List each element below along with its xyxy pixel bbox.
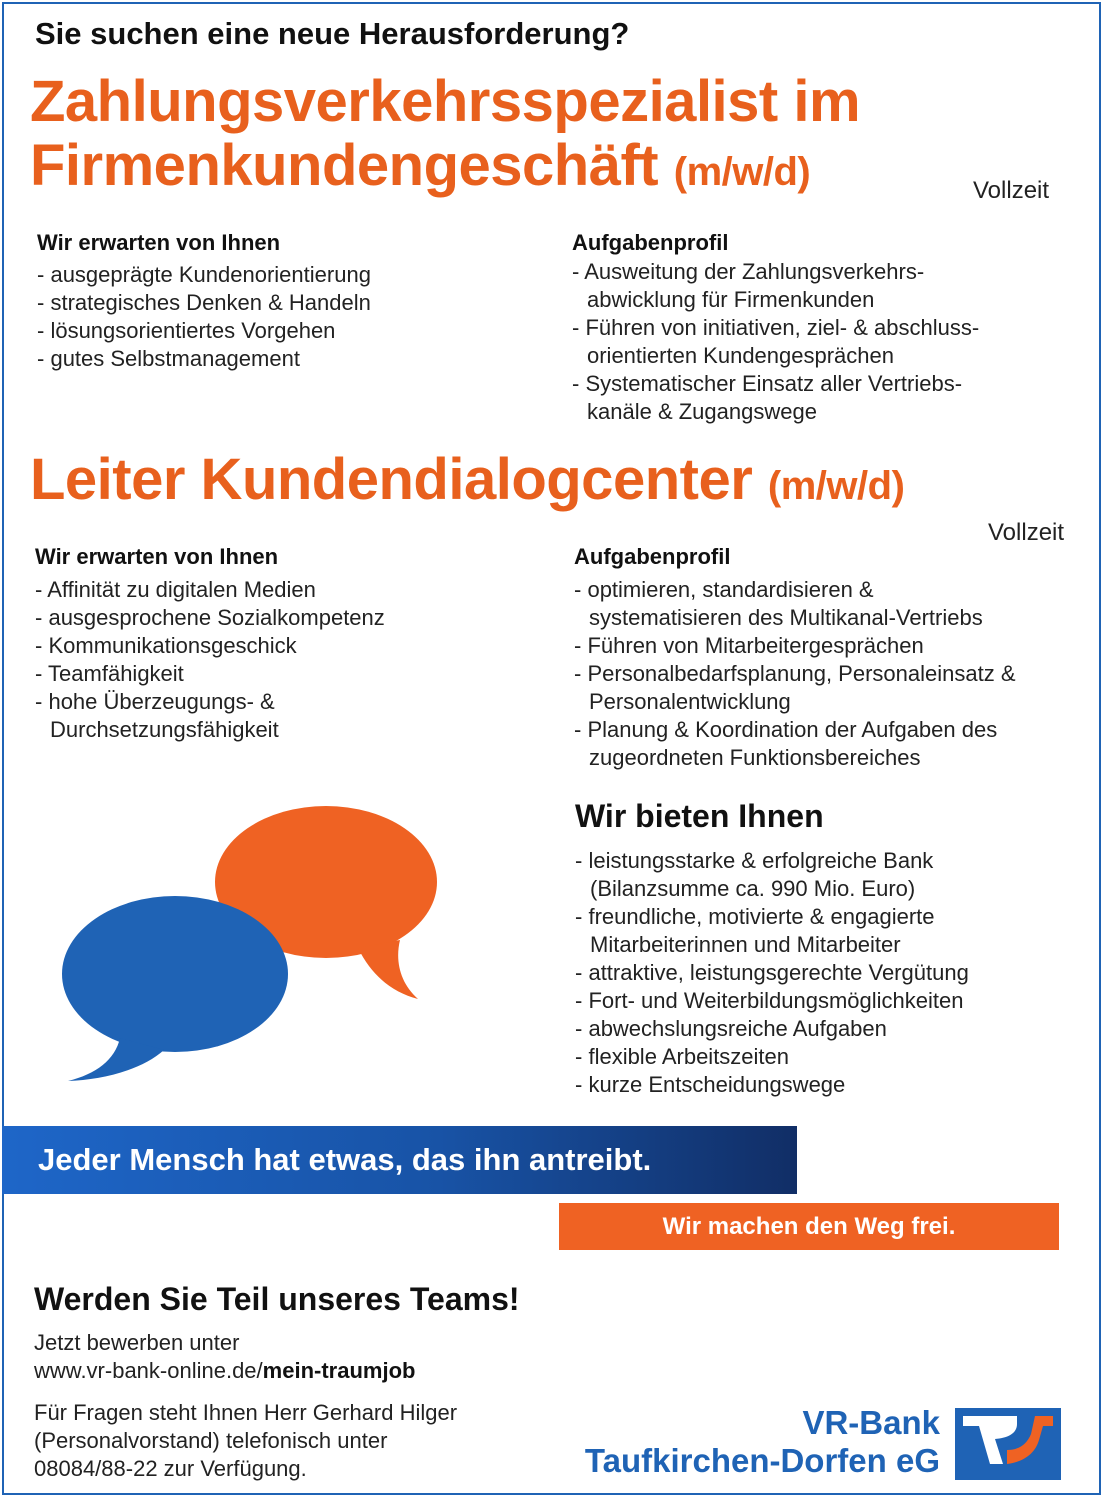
intro-heading: Sie suchen eine neue Herausforderung? — [35, 16, 630, 51]
job1-title-main: Firmenkundengeschäft — [30, 133, 659, 198]
offer-list — [575, 847, 1075, 1099]
offer-item: - kurze Entscheidungswege — [575, 1071, 1075, 1099]
job2-task-item: - optimieren, standardisieren & systematisieren des Multikanal-Vertriebs — [574, 576, 1094, 632]
offer-item: - abwechslungsreiche Aufgaben — [575, 1015, 1075, 1043]
apply-block — [34, 1329, 415, 1385]
job1-task-item: - Ausweitung der Zahlungsverkehrs- abwicklung für Firmenkunden — [572, 258, 1072, 314]
bank-name-line2: Taufkirchen-Dorfen eG — [584, 1442, 940, 1479]
job2-expect-item: - Affinität zu digitalen Medien — [35, 576, 535, 604]
job1-expect-list — [37, 261, 517, 373]
bank-name-line1: VR-Bank — [802, 1404, 940, 1441]
job2-task-item: - Führen von Mitarbeitergesprächen — [574, 632, 1094, 660]
job2-task-item: - Planung & Koordination der Aufgaben des zugeordneten Funktionsbereiches — [574, 716, 1094, 772]
job2-title — [30, 446, 904, 513]
apply-url[interactable] — [34, 1357, 415, 1385]
job2-gender-tag: (m/w/d) — [767, 464, 905, 508]
job1-task-item: - Systematischer Einsatz aller Vertriebs- kanäle & Zugangswege — [572, 370, 1072, 426]
volksbank-raiffeisenbank-logo-icon — [955, 1408, 1061, 1480]
job2-expect-item: - hohe Überzeugungs- & Durchsetzungsfähigkeit — [35, 688, 535, 744]
contact-text: Für Fragen steht Ihnen Herr Gerhard Hilger (Personalvorstand) telefonisch unter 08084/88-22 zur Verfügung. — [34, 1400, 458, 1481]
job2-title-main: Leiter Kundendialogcenter — [30, 447, 753, 512]
job2-expect-item: - ausgesprochene Sozialkompetenz — [35, 604, 535, 632]
job1-expect-item: - ausgeprägte Kundenorientierung — [37, 261, 517, 289]
job2-expect-list — [35, 576, 535, 744]
job1-expect-item: - lösungsorientiertes Vorgehen — [37, 317, 517, 345]
offer-item: - Fort- und Weiterbildungsmöglichkeiten — [575, 987, 1075, 1015]
job1-tasks-list — [572, 258, 1072, 426]
job1-tasks-heading: Aufgabenprofil — [572, 230, 729, 255]
job1-title — [30, 70, 860, 204]
job1-expect-item: - strategisches Denken & Handeln — [37, 289, 517, 317]
job2-expect-item: - Kommunikationsgeschick — [35, 632, 535, 660]
job1-title-line2 — [30, 134, 860, 204]
offer-item: - leistungsstarke & erfolgreiche Bank (Bilanzsumme ca. 990 Mio. Euro) — [575, 847, 1075, 903]
job1-gender-tag: (m/w/d) — [673, 150, 811, 194]
job2-tasks-heading: Aufgabenprofil — [574, 544, 731, 569]
speech-bubbles-icon — [60, 798, 450, 1088]
job2-expect-item: - Teamfähigkeit — [35, 660, 535, 688]
job1-title-line1: Zahlungsverkehrsspezialist im — [30, 69, 861, 134]
apply-url-base[interactable]: www.vr-bank-online.de/ — [34, 1358, 263, 1383]
offer-item: - freundliche, motivierte & engagierte Mitarbeiterinnen und Mitarbeiter — [575, 903, 1075, 959]
job2-expect-heading: Wir erwarten von Ihnen — [35, 544, 279, 569]
apply-url-path[interactable]: mein-traumjob — [262, 1358, 416, 1383]
job1-employment-type: Vollzeit — [973, 177, 1050, 204]
slogan-banner: Jeder Mensch hat etwas, das ihn antreibt. — [2, 1126, 797, 1194]
offer-item: - flexible Arbeitszeiten — [575, 1043, 1075, 1071]
job1-task-item: - Führen von initiativen, ziel- & abschluss- orientierten Kundengesprächen — [572, 314, 1072, 370]
job2-tasks-list — [574, 576, 1094, 772]
job2-task-item: - Personalbedarfsplanung, Personaleinsatz & Personalentwicklung — [574, 660, 1094, 716]
claim-banner: Wir machen den Weg frei. — [559, 1203, 1059, 1250]
offer-item: - attraktive, leistungsgerechte Vergütung — [575, 959, 1075, 987]
cta-heading: Werden Sie Teil unseres Teams! — [34, 1281, 520, 1317]
job2-employment-type: Vollzeit — [988, 519, 1065, 546]
offer-heading: Wir bieten Ihnen — [575, 798, 824, 834]
job1-expect-heading: Wir erwarten von Ihnen — [37, 230, 281, 255]
bank-name — [556, 1404, 940, 1480]
speech-bubble-blue — [62, 896, 288, 1081]
job1-expect-item: - gutes Selbstmanagement — [37, 345, 517, 373]
apply-text: Jetzt bewerben unter — [34, 1330, 240, 1355]
